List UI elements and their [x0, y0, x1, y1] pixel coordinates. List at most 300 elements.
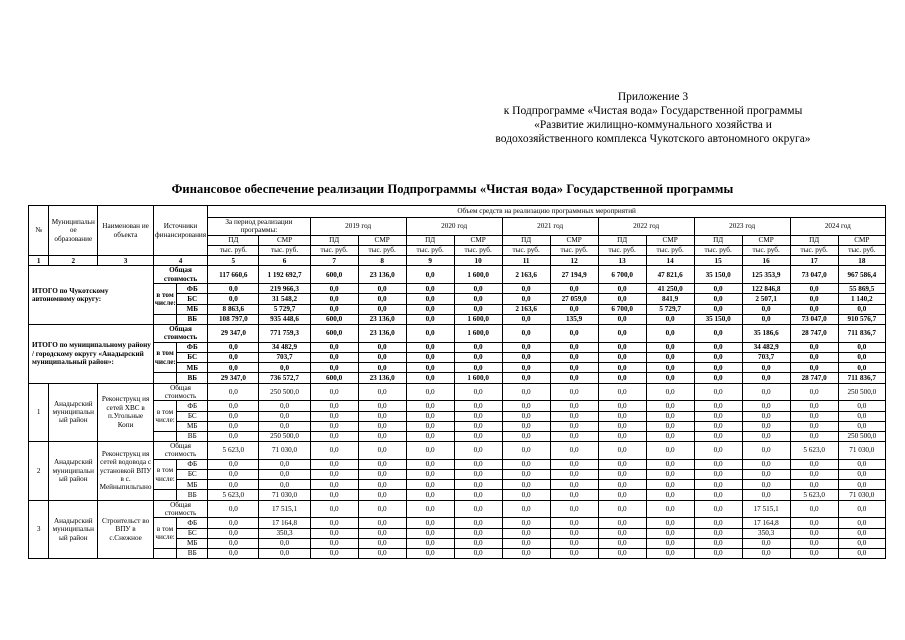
value-cell: 0,0: [502, 363, 550, 373]
value-cell: 34 482,9: [259, 342, 310, 352]
value-cell: 0,0: [790, 431, 838, 441]
col-header-pd: ПД: [208, 235, 259, 245]
value-cell: 0,0: [598, 528, 646, 538]
col-header-pd: ПД: [598, 235, 646, 245]
col-header-sources: Источники финансирования: [153, 206, 207, 256]
value-cell: 17 164,8: [742, 518, 790, 528]
source-vb: ВБ: [177, 549, 208, 559]
itogo_okrug-label: ИТОГО по Чукотскому автономному округу:: [29, 266, 154, 325]
value-cell: 0,0: [502, 324, 550, 342]
item-object: Реконструкц ия сетей ХВС в п.Угольные Копи: [98, 383, 153, 442]
value-cell: 0,0: [694, 431, 742, 441]
col-header-pd: ПД: [694, 235, 742, 245]
value-cell: 0,0: [310, 342, 358, 352]
column-number: 10: [454, 256, 502, 266]
table-row: [29, 490, 886, 500]
value-cell: 0,0: [310, 401, 358, 411]
value-cell: 28 747,0: [790, 324, 838, 342]
value-cell: 71 030,0: [838, 442, 885, 460]
column-number: 1: [29, 256, 49, 266]
column-number: 4: [153, 256, 207, 266]
value-cell: 135,9: [550, 314, 598, 324]
table-row: [29, 459, 886, 469]
value-cell: 0,0: [550, 500, 598, 518]
appendix-heading: [443, 90, 863, 146]
value-cell: 0,0: [550, 470, 598, 480]
total-cost-label: Общая стоимость: [153, 324, 207, 342]
value-cell: 0,0: [694, 383, 742, 401]
total-cost-label: Общая стоимость: [153, 266, 207, 284]
value-cell: 29 347,0: [208, 373, 259, 383]
col-header-smr: СМР: [742, 235, 790, 245]
value-cell: 122 846,8: [742, 284, 790, 294]
value-cell: 0,0: [406, 518, 454, 528]
value-cell: 0,0: [646, 352, 694, 362]
value-cell: 0,0: [598, 459, 646, 469]
value-cell: 0,0: [454, 480, 502, 490]
value-cell: 0,0: [310, 431, 358, 441]
source-vb: ВБ: [177, 490, 208, 500]
value-cell: 0,0: [550, 421, 598, 431]
col-header-pd: ПД: [502, 235, 550, 245]
value-cell: 935 448,6: [259, 314, 310, 324]
column-number: 11: [502, 256, 550, 266]
column-number: 9: [406, 256, 454, 266]
value-cell: 0,0: [502, 421, 550, 431]
col-header-smr: СМР: [358, 235, 406, 245]
value-cell: 0,0: [838, 421, 885, 431]
value-cell: 0,0: [454, 470, 502, 480]
value-cell: 0,0: [598, 518, 646, 528]
col-header-year: 2022 год: [598, 218, 694, 236]
value-cell: 0,0: [694, 528, 742, 538]
value-cell: 0,0: [598, 363, 646, 373]
value-cell: 0,0: [406, 528, 454, 538]
value-cell: 0,0: [454, 421, 502, 431]
col-header-smr: СМР: [550, 235, 598, 245]
value-cell: 0,0: [550, 411, 598, 421]
value-cell: 0,0: [358, 528, 406, 538]
value-cell: 0,0: [742, 538, 790, 548]
table-row: [29, 549, 886, 559]
incl-spacer: [153, 314, 176, 324]
value-cell: 0,0: [646, 363, 694, 373]
value-cell: 0,0: [646, 411, 694, 421]
value-cell: 0,0: [694, 538, 742, 548]
value-cell: 0,0: [694, 490, 742, 500]
column-number: 7: [310, 256, 358, 266]
value-cell: 0,0: [406, 284, 454, 294]
value-cell: 0,0: [646, 314, 694, 324]
value-cell: 0,0: [742, 480, 790, 490]
value-cell: 0,0: [838, 342, 885, 352]
table-row: [29, 518, 886, 528]
value-cell: 0,0: [694, 459, 742, 469]
incl-spacer: [153, 490, 176, 500]
value-cell: 0,0: [790, 549, 838, 559]
value-cell: 0,0: [838, 352, 885, 362]
value-cell: 0,0: [454, 411, 502, 421]
value-cell: 0,0: [208, 342, 259, 352]
value-cell: 967 586,4: [838, 266, 885, 284]
value-cell: 0,0: [598, 401, 646, 411]
value-cell: 600,0: [310, 373, 358, 383]
table-row: [29, 431, 886, 441]
value-cell: 0,0: [406, 431, 454, 441]
value-cell: 0,0: [502, 431, 550, 441]
value-cell: 0,0: [358, 304, 406, 314]
value-cell: 0,0: [310, 294, 358, 304]
value-cell: 0,0: [694, 342, 742, 352]
col-header-pd: ПД: [790, 235, 838, 245]
value-cell: 0,0: [550, 549, 598, 559]
col-header-unit: тыс. руб.: [358, 246, 406, 256]
value-cell: 703,7: [742, 352, 790, 362]
col-header-object: Наименован ие объекта: [98, 206, 153, 256]
value-cell: 250 500,0: [838, 431, 885, 441]
appendix-line-4: водохозяйственного комплекса Чукотского автономного округа»: [495, 133, 811, 145]
value-cell: 23 136,0: [358, 324, 406, 342]
value-cell: 0,0: [838, 549, 885, 559]
value-cell: 2 163,6: [502, 304, 550, 314]
value-cell: 47 821,6: [646, 266, 694, 284]
value-cell: 2 163,6: [502, 266, 550, 284]
value-cell: 771 759,3: [259, 324, 310, 342]
value-cell: 0,0: [502, 549, 550, 559]
total-cost-label: Общая стоимость: [153, 500, 207, 518]
value-cell: 0,0: [502, 459, 550, 469]
value-cell: 0,0: [454, 538, 502, 548]
value-cell: 0,0: [598, 383, 646, 401]
col-header-volume: Объем средств на реализацию программных мероприятий: [208, 206, 886, 218]
value-cell: 0,0: [208, 518, 259, 528]
column-number: 2: [49, 256, 98, 266]
value-cell: 0,0: [310, 411, 358, 421]
value-cell: 0,0: [598, 500, 646, 518]
source-bs: БС: [177, 411, 208, 421]
value-cell: 600,0: [310, 314, 358, 324]
value-cell: 0,0: [550, 363, 598, 373]
incl-label: в том числе:: [153, 342, 176, 373]
table-row: [29, 500, 886, 518]
col-header-num: №: [29, 206, 49, 256]
value-cell: 0,0: [454, 459, 502, 469]
value-cell: 0,0: [502, 352, 550, 362]
item-number: 3: [29, 500, 49, 559]
value-cell: 0,0: [598, 470, 646, 480]
value-cell: 55 869,5: [838, 284, 885, 294]
value-cell: 0,0: [694, 442, 742, 460]
value-cell: 0,0: [502, 528, 550, 538]
value-cell: 0,0: [358, 411, 406, 421]
item-object: Реконструкц ия сетей водовода с установкой ВПУ в с. Мейныпильгыно: [98, 442, 153, 501]
source-mb: МБ: [177, 363, 208, 373]
value-cell: 23 136,0: [358, 266, 406, 284]
appendix-line-2: к Подпрограмме «Чистая вода» Государственной программы: [503, 105, 803, 117]
value-cell: 703,7: [259, 352, 310, 362]
col-header-pd: ПД: [310, 235, 358, 245]
value-cell: 0,0: [502, 538, 550, 548]
value-cell: 219 966,3: [259, 284, 310, 294]
value-cell: 0,0: [454, 442, 502, 460]
value-cell: 23 136,0: [358, 314, 406, 324]
value-cell: 0,0: [310, 383, 358, 401]
source-fb: ФБ: [177, 401, 208, 411]
column-number: 13: [598, 256, 646, 266]
value-cell: 71 030,0: [259, 490, 310, 500]
value-cell: 0,0: [598, 314, 646, 324]
item-municipality: Анадырский муниципальн ый район: [49, 500, 98, 559]
value-cell: 0,0: [208, 294, 259, 304]
value-cell: 0,0: [646, 421, 694, 431]
value-cell: 0,0: [742, 373, 790, 383]
appendix-line-3: «Развитие жилищно-коммунального хозяйства и: [534, 119, 772, 131]
value-cell: 0,0: [502, 284, 550, 294]
source-mb: МБ: [177, 480, 208, 490]
value-cell: 34 482,9: [742, 342, 790, 352]
value-cell: 1 600,0: [454, 373, 502, 383]
value-cell: 0,0: [694, 352, 742, 362]
col-header-unit: тыс. руб.: [598, 246, 646, 256]
value-cell: 0,0: [790, 500, 838, 518]
appendix-line-1: Приложение 3: [617, 91, 689, 103]
value-cell: 0,0: [694, 294, 742, 304]
value-cell: 5 623,0: [790, 442, 838, 460]
col-header-unit: тыс. руб.: [646, 246, 694, 256]
column-number: 16: [742, 256, 790, 266]
source-bs: БС: [177, 528, 208, 538]
total-cost-label: Общая стоимость: [153, 383, 207, 401]
value-cell: 0,0: [406, 383, 454, 401]
value-cell: 0,0: [454, 431, 502, 441]
value-cell: 0,0: [406, 266, 454, 284]
value-cell: 0,0: [790, 363, 838, 373]
value-cell: 0,0: [502, 342, 550, 352]
value-cell: 0,0: [208, 352, 259, 362]
incl-spacer: [153, 549, 176, 559]
value-cell: 0,0: [838, 304, 885, 314]
value-cell: 17 515,1: [259, 500, 310, 518]
value-cell: 0,0: [550, 284, 598, 294]
value-cell: 0,0: [790, 294, 838, 304]
value-cell: 0,0: [310, 490, 358, 500]
column-number: 18: [838, 256, 885, 266]
value-cell: 0,0: [454, 401, 502, 411]
value-cell: 0,0: [406, 373, 454, 383]
value-cell: 0,0: [208, 549, 259, 559]
value-cell: 0,0: [310, 549, 358, 559]
value-cell: 0,0: [502, 470, 550, 480]
value-cell: 0,0: [259, 459, 310, 469]
value-cell: 0,0: [310, 304, 358, 314]
value-cell: 5 729,7: [259, 304, 310, 314]
value-cell: 0,0: [454, 352, 502, 362]
value-cell: 0,0: [790, 411, 838, 421]
value-cell: 108 797,0: [208, 314, 259, 324]
value-cell: 73 047,0: [790, 314, 838, 324]
value-cell: 0,0: [646, 459, 694, 469]
value-cell: 0,0: [790, 383, 838, 401]
value-cell: 35 150,0: [694, 314, 742, 324]
value-cell: 711 836,7: [838, 324, 885, 342]
value-cell: 0,0: [454, 294, 502, 304]
value-cell: 711 836,7: [838, 373, 885, 383]
value-cell: 0,0: [790, 352, 838, 362]
value-cell: 0,0: [550, 304, 598, 314]
itogo_rayon-label: ИТОГО по муниципальному району / городскому округу «Анадырский муниципальный район»:: [29, 324, 154, 383]
value-cell: 0,0: [694, 518, 742, 528]
table-row: [29, 383, 886, 401]
value-cell: 736 572,7: [259, 373, 310, 383]
value-cell: 0,0: [646, 324, 694, 342]
incl-label: в том числе:: [153, 284, 176, 315]
value-cell: 0,0: [310, 352, 358, 362]
value-cell: 0,0: [406, 421, 454, 431]
value-cell: 31 548,2: [259, 294, 310, 304]
table-row: [29, 342, 886, 352]
source-mb: МБ: [177, 421, 208, 431]
value-cell: 8 863,6: [208, 304, 259, 314]
value-cell: 0,0: [454, 284, 502, 294]
column-number: 17: [790, 256, 838, 266]
value-cell: 0,0: [259, 421, 310, 431]
value-cell: 0,0: [550, 442, 598, 460]
value-cell: 0,0: [598, 421, 646, 431]
incl-label: в том числе:: [153, 518, 176, 549]
col-header-smr: СМР: [838, 235, 885, 245]
value-cell: 0,0: [790, 518, 838, 528]
value-cell: 0,0: [742, 304, 790, 314]
value-cell: 0,0: [208, 363, 259, 373]
incl-spacer: [153, 431, 176, 441]
value-cell: 0,0: [406, 401, 454, 411]
value-cell: 0,0: [358, 459, 406, 469]
table-row: [29, 373, 886, 383]
value-cell: 71 030,0: [838, 490, 885, 500]
value-cell: 0,0: [646, 442, 694, 460]
table-row: [29, 284, 886, 294]
value-cell: 0,0: [742, 363, 790, 373]
item-municipality: Анадырский муниципальн ый район: [49, 383, 98, 442]
value-cell: 73 047,0: [790, 266, 838, 284]
value-cell: 0,0: [790, 528, 838, 538]
value-cell: 1 600,0: [454, 266, 502, 284]
source-fb: ФБ: [177, 518, 208, 528]
col-header-year: 2023 год: [694, 218, 790, 236]
value-cell: 0,0: [208, 401, 259, 411]
value-cell: 0,0: [358, 421, 406, 431]
value-cell: 2 507,1: [742, 294, 790, 304]
col-header-unit: тыс. руб.: [406, 246, 454, 256]
value-cell: 0,0: [550, 431, 598, 441]
col-header-year: 2019 год: [310, 218, 406, 236]
value-cell: 0,0: [694, 411, 742, 421]
item-number: 2: [29, 442, 49, 501]
value-cell: 0,0: [454, 500, 502, 518]
value-cell: 23 136,0: [358, 373, 406, 383]
value-cell: 0,0: [208, 470, 259, 480]
value-cell: 0,0: [742, 431, 790, 441]
value-cell: 0,0: [406, 294, 454, 304]
source-bs: БС: [177, 352, 208, 362]
table-row: [29, 266, 886, 284]
value-cell: 0,0: [310, 459, 358, 469]
value-cell: 0,0: [790, 459, 838, 469]
value-cell: 0,0: [646, 518, 694, 528]
col-header-unit: тыс. руб.: [838, 246, 885, 256]
col-header-period: За период реализации программы:: [208, 218, 310, 236]
value-cell: 0,0: [646, 431, 694, 441]
value-cell: 0,0: [598, 342, 646, 352]
value-cell: 0,0: [310, 480, 358, 490]
value-cell: 0,0: [838, 518, 885, 528]
value-cell: 0,0: [358, 470, 406, 480]
value-cell: 1 600,0: [454, 324, 502, 342]
incl-label: в том числе:: [153, 401, 176, 432]
column-number: 8: [358, 256, 406, 266]
source-fb: ФБ: [177, 284, 208, 294]
value-cell: 0,0: [310, 538, 358, 548]
value-cell: 0,0: [406, 314, 454, 324]
value-cell: 0,0: [406, 352, 454, 362]
value-cell: 0,0: [208, 431, 259, 441]
col-header-unit: тыс. руб.: [502, 246, 550, 256]
value-cell: 0,0: [598, 373, 646, 383]
value-cell: 0,0: [742, 549, 790, 559]
value-cell: 1 192 692,7: [259, 266, 310, 284]
value-cell: 5 623,0: [208, 490, 259, 500]
value-cell: 0,0: [550, 373, 598, 383]
value-cell: 5 623,0: [208, 442, 259, 460]
item-object: Строительст во ВПУ в с.Снежное: [98, 500, 153, 559]
value-cell: 0,0: [454, 549, 502, 559]
value-cell: 125 353,9: [742, 266, 790, 284]
value-cell: 0,0: [454, 518, 502, 528]
value-cell: 0,0: [358, 342, 406, 352]
value-cell: 0,0: [259, 549, 310, 559]
table-row: [29, 324, 886, 342]
value-cell: 29 347,0: [208, 324, 259, 342]
value-cell: 0,0: [550, 528, 598, 538]
value-cell: 0,0: [406, 442, 454, 460]
value-cell: 0,0: [550, 518, 598, 528]
source-vb: ВБ: [177, 373, 208, 383]
col-header-year: 2020 год: [406, 218, 502, 236]
col-header-smr: СМР: [454, 235, 502, 245]
value-cell: 0,0: [310, 518, 358, 528]
value-cell: 0,0: [502, 442, 550, 460]
col-header-municipality: Муниципальн ое образование: [49, 206, 98, 256]
value-cell: 0,0: [790, 304, 838, 314]
value-cell: 0,0: [742, 411, 790, 421]
document-title: Финансовое обеспечение реализации Подпрограммы «Чистая вода» Государственной программы: [171, 182, 734, 196]
value-cell: 0,0: [208, 480, 259, 490]
value-cell: 0,0: [208, 528, 259, 538]
value-cell: 0,0: [742, 442, 790, 460]
value-cell: 0,0: [838, 480, 885, 490]
value-cell: 0,0: [790, 538, 838, 548]
col-header-unit: тыс. руб.: [550, 246, 598, 256]
value-cell: 0,0: [310, 442, 358, 460]
value-cell: 0,0: [310, 528, 358, 538]
value-cell: 1 140,2: [838, 294, 885, 304]
value-cell: 0,0: [838, 528, 885, 538]
value-cell: 0,0: [838, 363, 885, 373]
value-cell: 0,0: [646, 538, 694, 548]
value-cell: 0,0: [550, 480, 598, 490]
value-cell: 0,0: [406, 459, 454, 469]
value-cell: 0,0: [406, 324, 454, 342]
